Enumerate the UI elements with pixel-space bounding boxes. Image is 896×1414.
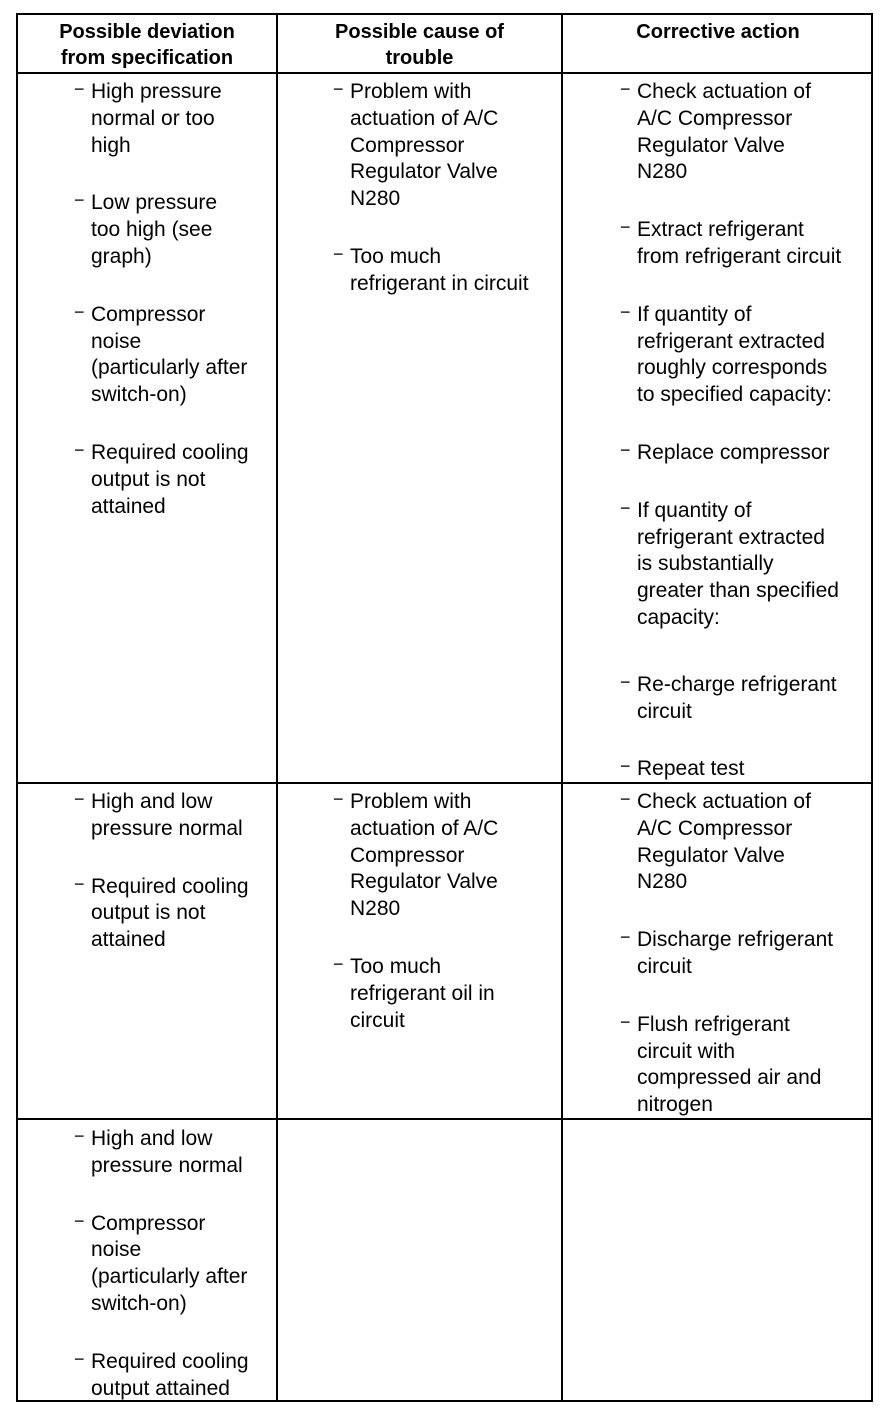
list-item bbox=[74, 79, 274, 159]
item-text: High and low pressure normal bbox=[91, 790, 243, 840]
diagnosis-table bbox=[16, 13, 873, 1402]
list-item bbox=[74, 302, 274, 409]
list-item bbox=[620, 217, 873, 271]
item-text: Repeat test bbox=[637, 757, 745, 781]
list-item bbox=[620, 440, 873, 467]
item-text: Re-charge refrigerant circuit bbox=[637, 672, 837, 723]
item-text: Check actuation of A/C Compressor Regulator Valve N280 bbox=[637, 790, 811, 894]
row2-deviation-cell bbox=[74, 789, 274, 985]
list-item bbox=[74, 874, 274, 954]
dash-bullet: − bbox=[333, 243, 344, 264]
list-item bbox=[333, 244, 559, 298]
dash-bullet: − bbox=[74, 789, 85, 809]
list-item bbox=[620, 756, 873, 783]
item-text: If quantity of refrigerant extracted is substantially greater than specified capacity: bbox=[637, 498, 839, 629]
dash-bullet: − bbox=[74, 79, 85, 99]
item-text: High and low pressure normal bbox=[91, 1127, 243, 1177]
row1-deviation-cell bbox=[74, 79, 274, 551]
list-item bbox=[333, 954, 559, 1034]
dash-bullet: − bbox=[620, 301, 631, 322]
row-divider bbox=[18, 72, 871, 74]
item-text: High pressure normal or too high bbox=[91, 80, 222, 157]
row3-deviation-cell bbox=[74, 1126, 274, 1402]
item-text: Problem with actuation of A/C Compressor Regulator Valve N280 bbox=[350, 790, 499, 921]
item-text: Compressor noise (particularly after switch-on) bbox=[91, 302, 248, 407]
dash-bullet: − bbox=[74, 439, 85, 460]
list-item bbox=[74, 789, 274, 843]
list-item bbox=[620, 498, 873, 632]
list-item bbox=[620, 302, 873, 409]
list-item bbox=[620, 672, 873, 726]
item-text: Too much refrigerant oil in circuit bbox=[350, 954, 495, 1032]
item-text: Check actuation of A/C Compressor Regulator Valve N280 bbox=[637, 80, 811, 184]
dash-bullet: − bbox=[620, 79, 631, 99]
dash-bullet: − bbox=[74, 301, 85, 322]
dash-bullet: − bbox=[74, 1126, 85, 1146]
item-text: Problem with actuation of A/C Compressor Regulator Valve N280 bbox=[350, 80, 499, 211]
dash-bullet: − bbox=[620, 1011, 631, 1032]
item-text: Flush refrigerant circuit with compressed air and nitrogen bbox=[637, 1012, 822, 1117]
item-text: Extract refrigerant from refrigerant circuit bbox=[637, 218, 842, 268]
list-item bbox=[620, 1012, 873, 1119]
item-text: Low pressure too high (see graph) bbox=[91, 191, 218, 268]
dash-bullet: − bbox=[74, 190, 85, 211]
item-text: Required cooling output is not attained bbox=[91, 874, 249, 952]
header-action: Corrective action bbox=[636, 21, 800, 43]
list-item bbox=[620, 79, 873, 186]
list-item bbox=[620, 927, 873, 981]
dash-bullet: − bbox=[333, 79, 344, 99]
dash-bullet: − bbox=[333, 953, 344, 974]
row3-action-cell bbox=[563, 1120, 873, 1400]
item-text: If quantity of refrigerant extracted roughly corresponds to specified capacity: bbox=[637, 302, 832, 407]
list-item bbox=[74, 1126, 274, 1180]
dash-bullet: − bbox=[74, 1210, 85, 1231]
item-text: Required cooling output is not attained bbox=[91, 440, 249, 518]
list-item bbox=[74, 190, 274, 270]
row2-action-cell bbox=[620, 789, 873, 1119]
header-deviation: Possible deviation from specification bbox=[59, 21, 235, 69]
dash-bullet: − bbox=[620, 671, 631, 692]
list-item bbox=[333, 789, 559, 923]
list-item bbox=[333, 79, 559, 213]
list-item bbox=[74, 1349, 274, 1403]
dash-bullet: − bbox=[74, 873, 85, 894]
row1-cause-cell bbox=[333, 79, 559, 329]
row3-cause-cell bbox=[278, 1120, 561, 1400]
dash-bullet: − bbox=[333, 789, 344, 809]
dash-bullet: − bbox=[620, 927, 631, 948]
dash-bullet: − bbox=[620, 439, 631, 460]
row1-action-cell bbox=[620, 79, 873, 783]
list-item bbox=[74, 1211, 274, 1318]
list-item bbox=[74, 440, 274, 520]
header-cause: Possible cause of trouble bbox=[335, 21, 504, 69]
dash-bullet: − bbox=[620, 497, 631, 518]
item-text: Replace compressor bbox=[637, 440, 830, 464]
dash-bullet: − bbox=[620, 756, 631, 777]
item-text: Too much refrigerant in circuit bbox=[350, 244, 529, 295]
item-text: Compressor noise (particularly after switch-on) bbox=[91, 1211, 248, 1315]
dash-bullet: − bbox=[74, 1348, 85, 1369]
list-item bbox=[620, 789, 873, 896]
row2-cause-cell bbox=[333, 789, 559, 1065]
dash-bullet: − bbox=[620, 789, 631, 809]
item-text: Discharge refrigerant circuit bbox=[637, 928, 834, 978]
dash-bullet: − bbox=[620, 217, 631, 238]
item-text: Required cooling output attained bbox=[91, 1349, 249, 1400]
